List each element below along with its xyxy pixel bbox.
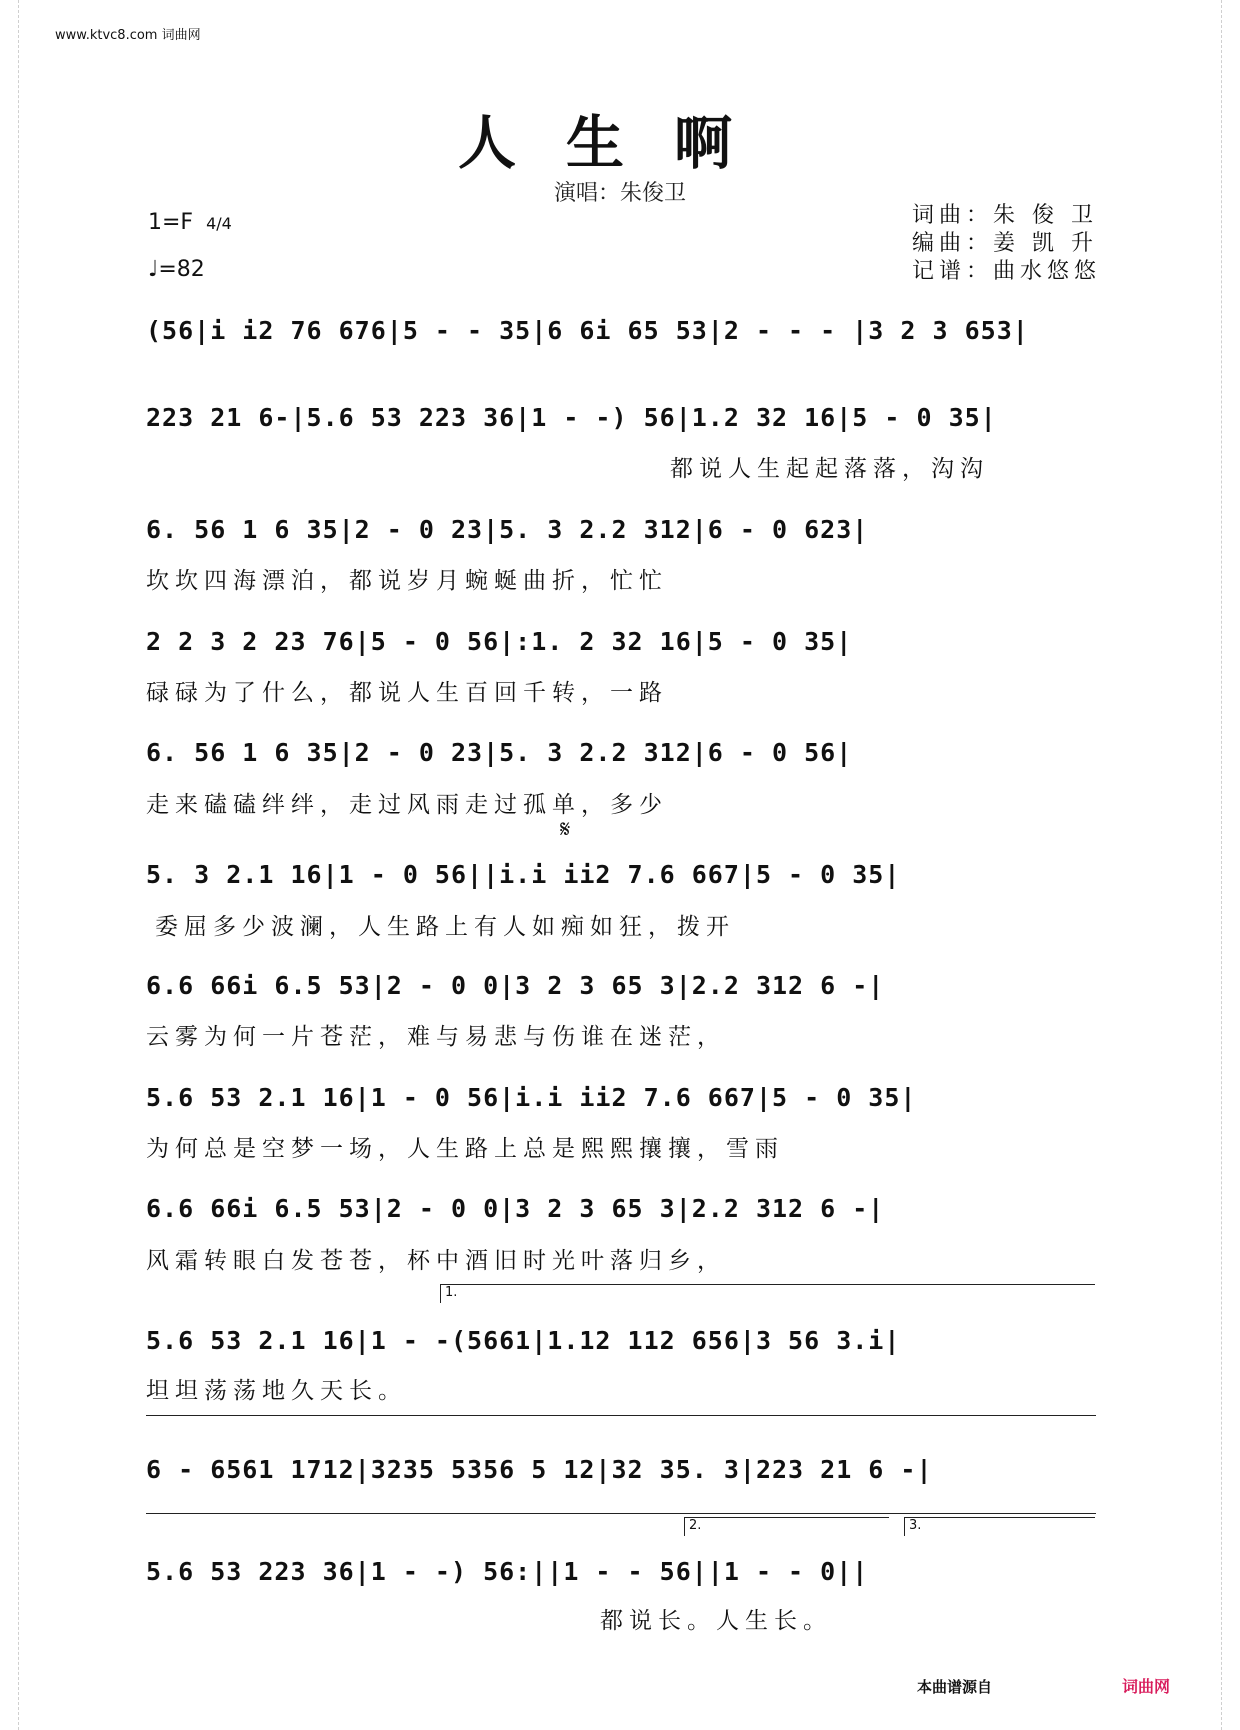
score-row-11: 6 - 6561 1712|3235 5356 5 12|32 35. 3|223 21 6 -| [146,1455,933,1484]
lyric-line-8: 为何总是空梦一场，人生路上总是熙熙攘攘，雪雨 [146,1136,784,1162]
footer-logo[interactable]: 词曲网 [1121,1677,1170,1696]
credits-block [912,202,1101,286]
score-row-10: 5.6 53 2.1 16|1 - -(5661|1.12 112 656|3 56 3.i| [146,1326,901,1355]
lyric-line-6: 委屈多少波澜，人生路上有人如痴如狂，拨开 [155,914,735,940]
lyric-line-2: 都说人生起起落落，沟沟 [670,456,989,482]
volta-label-3: 3. [909,1518,922,1533]
time-signature: 4/4 [206,214,232,233]
site-watermark[interactable]: www.ktvc8.com 词曲网 [55,28,201,43]
score-row-6: 5. 3 2.1 16|1 - 0 56||i.i ii2 7.6 667|5 - 0 35| [146,860,901,889]
lyric-line-4: 碌碌为了什么，都说人生百回千转，一路 [146,680,668,706]
song-title: 人生啊 [457,109,782,177]
key-signature [148,210,232,235]
volta-line [146,1513,1096,1514]
credit-arrangement: 编曲：姜 凯 升 [912,231,1098,256]
segno-sign: 𝄋 [560,815,571,843]
score-row-2: 223 21 6-|5.6 53 223 36|1 - -) 56|1.2 32 16|5 - 0 35| [146,403,997,432]
right-margin-strip [1221,0,1236,1730]
score-row-7: 6.6 66i 6.5 53|2 - 0 0|3 2 3 65 3|2.2 312 6 -| [146,971,885,1000]
lyric-line-12: 都说长。人生长。 [600,1608,832,1634]
score-row-5: 6. 56 1 6 35|2 - 0 23|5. 3 2.2 312|6 - 0 56| [146,738,853,767]
score-row-4: 2 2 3 2 23 76|5 - 0 56|:1. 2 32 16|5 - 0 35| [146,627,853,656]
singer-line: 演唱：朱俊卫 [553,181,686,206]
footer-source-text: 本曲谱源自 [916,1678,992,1696]
tempo-mark: ♩=82 [148,257,205,282]
volta-bracket-1 [440,1284,1095,1303]
score-row-12: 5.6 53 223 36|1 - -) 56:||1 - - 56||1 - - 0|| [146,1557,869,1586]
score-row-8: 5.6 53 2.1 16|1 - 0 56|i.i ii2 7.6 667|5 - 0 35| [146,1083,917,1112]
lyric-line-3: 坎坎四海漂泊，都说岁月蜿蜒曲折，忙忙 [146,568,668,594]
volta-bracket-2 [684,1517,889,1536]
credit-transcription: 记谱：曲水悠悠 [912,259,1102,284]
lyric-line-7: 云雾为何一片苍茫，难与易悲与伤谁在迷茫， [146,1024,726,1050]
lyric-line-5: 走来磕磕绊绊，走过风雨走过孤单，多少 [146,792,668,818]
score-row-1: (56|i i2 76 676|5 - - 35|6 6i 65 53|2 - - - |3 2 3 653| [146,316,1029,345]
score-row-3: 6. 56 1 6 35|2 - 0 23|5. 3 2.2 312|6 - 0 623| [146,515,869,544]
lyric-line-10: 坦坦荡荡地久天长。 [146,1378,407,1404]
key-label: 1=F [148,210,194,235]
volta-label-2: 2. [689,1518,702,1533]
volta-continuation-line [146,1415,1096,1416]
score-row-9: 6.6 66i 6.5 53|2 - 0 0|3 2 3 65 3|2.2 312 6 -| [146,1194,885,1223]
credit-lyrics-music: 词曲：朱 俊 卫 [912,203,1098,228]
volta-bracket-3 [904,1517,1095,1536]
lyric-line-9: 风霜转眼白发苍苍，杯中酒旧时光叶落归乡， [146,1248,726,1274]
left-margin-strip [4,0,19,1730]
volta-label-1: 1. [445,1285,458,1300]
